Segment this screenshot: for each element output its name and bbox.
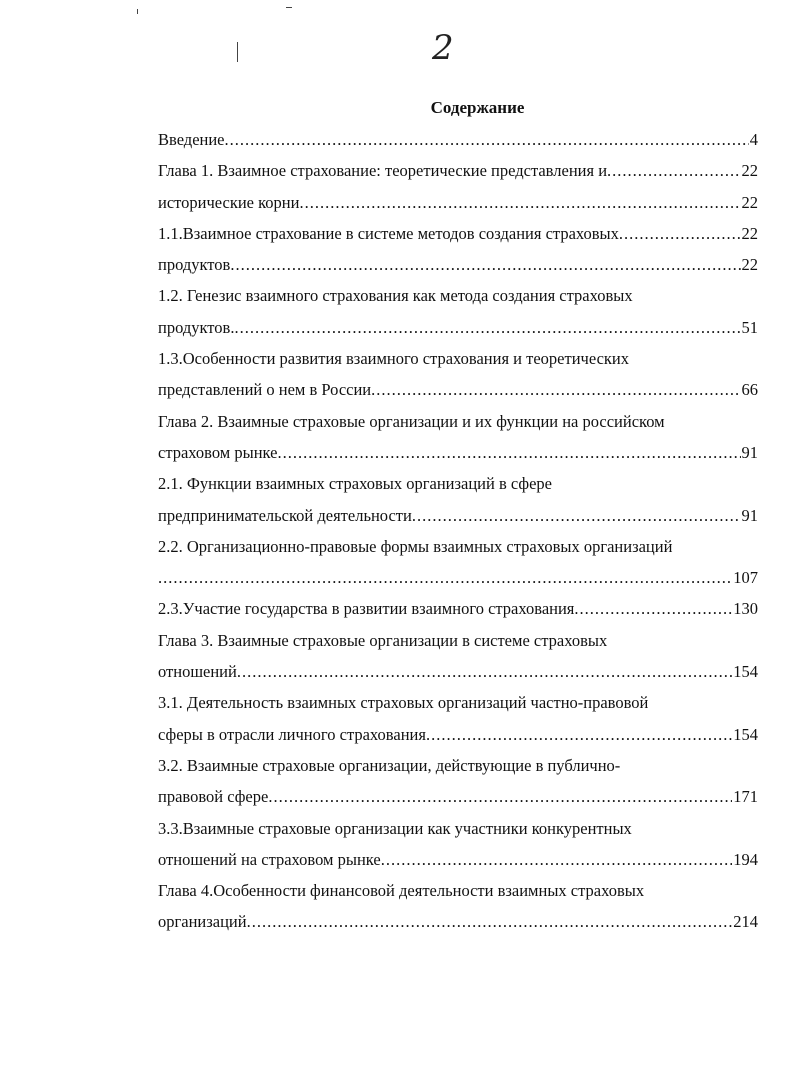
toc-entry — [158, 719, 758, 750]
toc-leader-dots — [234, 312, 740, 343]
toc-entry-text: 2.3.Участие государства в развитии взаимного страхования — [158, 599, 575, 619]
toc-entry — [158, 249, 758, 280]
toc-leader-dots — [158, 562, 732, 593]
scan-artifact-mark — [137, 9, 138, 14]
toc-entry — [158, 437, 758, 468]
toc-entry-text: страховом рынке — [158, 442, 278, 462]
toc-page-number: 130 — [733, 599, 758, 619]
toc-leader-dots — [247, 906, 733, 937]
toc-entry — [158, 218, 758, 249]
toc-leader-dots — [426, 719, 732, 750]
toc-entry — [158, 280, 758, 311]
toc-entry — [158, 468, 758, 499]
toc-entry-text: 1.1.Взаимное страхование в системе методов создания страховых — [158, 223, 619, 243]
toc-entry — [158, 500, 758, 531]
toc-entry-text: продуктов. — [158, 317, 235, 337]
table-of-contents — [158, 124, 758, 938]
toc-entry-text: Глава 3. Взаимные страховые организации в системе страховых — [158, 630, 608, 650]
toc-page-number: 194 — [733, 849, 758, 869]
toc-page-number: 154 — [733, 724, 758, 744]
toc-page-number: 22 — [741, 161, 758, 181]
toc-entry-text: представлений о нем в России — [158, 380, 372, 400]
toc-entry — [158, 687, 758, 718]
toc-entry — [158, 406, 758, 437]
toc-leader-dots — [371, 374, 740, 405]
toc-entry-text: 2.2. Организационно-правовые формы взаимных страховых организаций — [158, 536, 673, 556]
toc-entry-text: Введение — [158, 130, 225, 149]
toc-entry-text: предпринимательской деятельности — [158, 505, 412, 525]
toc-entry-text: правовой сфере — [158, 787, 269, 807]
toc-leader-dots — [230, 249, 740, 280]
toc-entry-text: исторические корни — [158, 192, 300, 212]
toc-entry — [158, 844, 758, 875]
toc-entry-text: 3.3.Взаимные страховые организации как участники конкурентных — [158, 818, 632, 838]
toc-entry — [158, 906, 758, 937]
toc-page-number: 22 — [741, 255, 758, 275]
toc-page-number: 66 — [741, 380, 758, 400]
toc-leader-dots — [607, 155, 740, 186]
toc-leader-dots — [412, 500, 741, 531]
toc-entry — [158, 875, 758, 906]
toc-leader-dots — [268, 781, 732, 812]
toc-page-number: 91 — [741, 442, 758, 462]
toc-page-number: 22 — [741, 223, 758, 243]
handwritten-page-number: 2 — [432, 28, 454, 68]
toc-page-number: 4 — [749, 130, 758, 149]
toc-entry — [158, 187, 758, 218]
toc-entry-text: Глава 2. Взаимные страховые организации и их функции на российском — [158, 411, 665, 431]
toc-entry — [158, 656, 758, 687]
toc-entry — [158, 531, 758, 562]
toc-leader-dots — [619, 218, 741, 249]
toc-page-number: 171 — [733, 787, 758, 807]
toc-entry-text: Глава 1. Взаимное страхование: теоретические представления и — [158, 161, 608, 181]
toc-entry — [158, 124, 758, 155]
toc-entry — [158, 374, 758, 405]
toc-entry-text: 2.1. Функции взаимных страховых организаций в сфере — [158, 474, 552, 494]
toc-entry-text: отношений на страховом рынке — [158, 849, 381, 869]
scan-artifact-mark — [286, 7, 292, 8]
toc-entry — [158, 813, 758, 844]
toc-leader-dots — [381, 844, 733, 875]
toc-entry-text: 1.3.Особенности развития взаимного страхования и теоретических — [158, 349, 629, 369]
toc-leader-dots — [277, 437, 740, 468]
toc-entry-text: организаций — [158, 912, 247, 932]
toc-page-number: 107 — [733, 568, 758, 588]
toc-page-number: 91 — [741, 505, 758, 525]
toc-page-number: 22 — [741, 192, 758, 212]
toc-entry — [158, 562, 758, 593]
toc-entry — [158, 781, 758, 812]
toc-entry-text: отношений — [158, 662, 237, 682]
toc-page-number: 51 — [741, 317, 758, 337]
contents-title: Содержание — [430, 98, 525, 117]
toc-page-number: 214 — [733, 912, 758, 932]
toc-leader-dots — [574, 593, 732, 624]
toc-entry-text: 3.1. Деятельность взаимных страховых организаций частно-правовой — [158, 693, 649, 713]
toc-entry-text: сферы в отрасли личного страхования — [158, 724, 426, 744]
toc-entry — [158, 343, 758, 374]
toc-entry — [158, 625, 758, 656]
toc-entry — [158, 155, 758, 186]
toc-entry — [158, 593, 758, 624]
scan-artifact-mark — [237, 42, 238, 62]
toc-page-number: 154 — [733, 662, 758, 682]
toc-leader-dots — [299, 187, 740, 218]
toc-entry-text: 3.2. Взаимные страховые организации, действующие в публично- — [158, 755, 621, 775]
toc-entry-text: продуктов — [158, 255, 231, 275]
toc-entry — [158, 750, 758, 781]
toc-entry — [158, 312, 758, 343]
toc-entry-text: 1.2. Генезис взаимного страхования как метода создания страховых — [158, 286, 633, 306]
toc-entry-text: Глава 4.Особенности финансовой деятельности взаимных страховых — [158, 881, 645, 901]
toc-leader-dots — [237, 656, 732, 687]
toc-leader-dots — [225, 124, 749, 155]
